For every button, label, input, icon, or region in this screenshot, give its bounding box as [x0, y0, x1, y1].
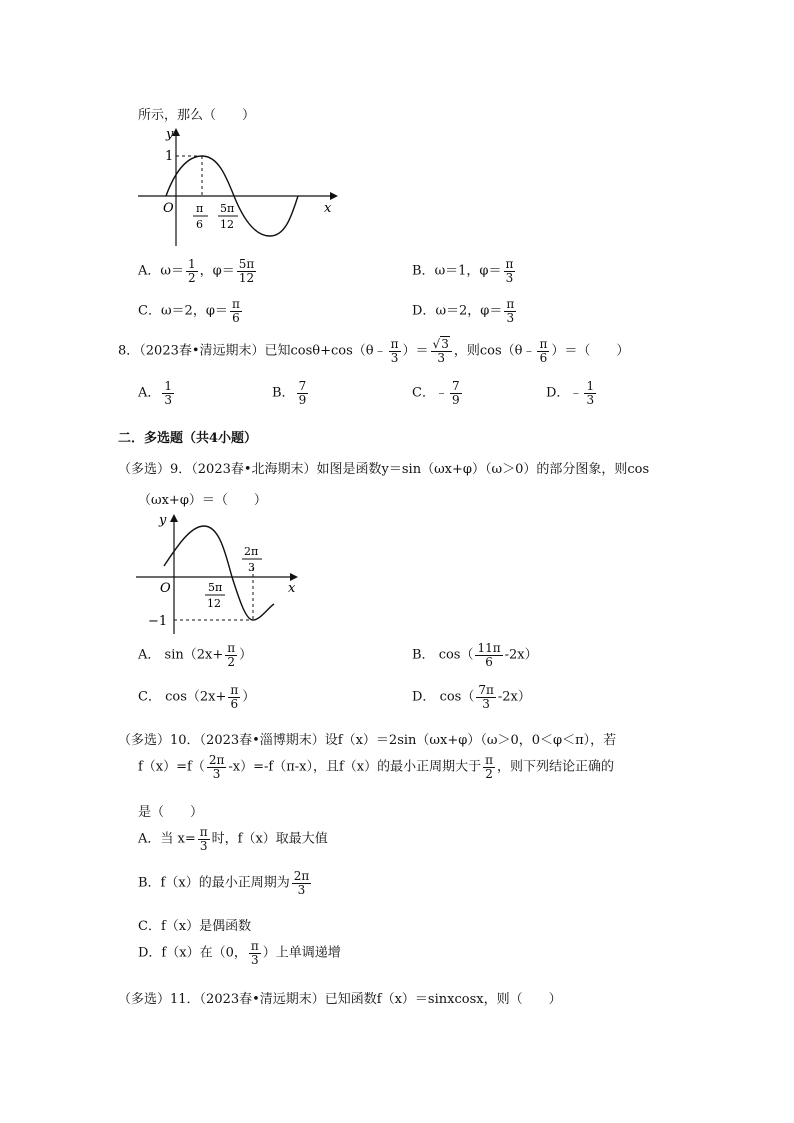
q7-tick2-den: 12	[220, 218, 234, 231]
q10-option-a[interactable]: A．当 x= $\frac{\pi}{3}$ 时，f（x）取最大值	[138, 825, 328, 853]
q9-option-c[interactable]: C． cos（2x+ $\frac{\pi}{6}$ ）	[138, 683, 256, 711]
q7-option-a[interactable]: A．ω＝ $\frac{1}{2}$ ，φ＝ $\frac{5\pi}{12}$	[138, 257, 255, 285]
q9-minus-one-label: −1	[148, 614, 168, 629]
q9-tick1-den-val: 12	[207, 597, 221, 610]
q8-option-a[interactable]: A． $\frac{1}{3}$	[138, 379, 173, 407]
q10-option-d[interactable]: D．f（x）在（0， $\frac{\pi}{3}$ ）上单调递增	[138, 939, 341, 967]
q9-y-label: y	[159, 513, 167, 528]
q10-stem-line3: 是（ ）	[138, 805, 204, 820]
q7-option-b[interactable]: B．ω＝1，φ＝ $\frac{\pi}{3}$	[412, 257, 514, 285]
q7-tick1-den: 6	[196, 218, 203, 231]
q7-tick1-num: π	[196, 202, 204, 215]
q7-intro: 所示，那么（ ）	[138, 108, 256, 123]
q9-stem-line2: （ωx+φ）＝（ ）	[138, 493, 267, 508]
q8-option-d[interactable]: D．﹣ $\frac{1}{3}$	[546, 379, 595, 407]
q9-stem-line1: （多选）9．（2023春•北海期末）如图是函数y＝sin（ωx+φ）（ω＞0）的部分图象，则cos	[118, 462, 650, 477]
q10-stem-line1: （多选）10．（2023春•淄博期末）设f（x）＝2sin（ωx+φ）（ω＞0，0＜φ＜π），若	[118, 733, 617, 748]
q7-tick2-num: 5π	[220, 202, 235, 215]
q7-one-label: 1	[165, 149, 174, 164]
q7-option-d[interactable]: D．ω＝2，φ＝ $\frac{\pi}{3}$	[412, 297, 515, 325]
q7-y-label: y	[166, 127, 174, 142]
q10-option-b[interactable]: B．f（x）的最小正周期为 $\frac{2\pi}{3}$	[138, 869, 310, 897]
q9-origin-label: O	[160, 581, 171, 596]
q7-origin-label: O	[163, 201, 174, 216]
q9-tick2-num: 2π	[244, 545, 259, 558]
q7-option-c[interactable]: C．ω＝2，φ＝ $\frac{\pi}{6}$	[138, 297, 240, 325]
q8-option-c[interactable]: C．﹣ $\frac{7}{9}$	[412, 379, 460, 407]
q10-option-c[interactable]: C．f（x）是偶函数	[138, 919, 252, 934]
q9-option-d[interactable]: D． cos（ $\frac{7\pi}{3}$ -2x）	[412, 683, 531, 711]
q11-stem: （多选）11．（2023春•清远期末）已知函数f（x）＝sinxcosx，则（ ）	[118, 992, 562, 1007]
section-heading: 二．多选题（共4小题）	[118, 431, 258, 446]
q7-x-label: x	[324, 201, 332, 216]
q9-x-label: x	[288, 581, 296, 596]
q9-option-a[interactable]: A． sin（2x+ $\frac{\pi}{2}$ ）	[138, 641, 253, 669]
q9-tick2-den: 3	[248, 561, 255, 574]
q9-graph	[128, 508, 308, 636]
q8-option-b[interactable]: B． $\frac{7}{9}$	[272, 379, 307, 407]
q7-graph	[130, 124, 340, 250]
q9-tick1-num: 5π	[208, 581, 223, 594]
q9-option-b[interactable]: B． cos（ $\frac{11\pi}{6}$ -2x）	[412, 641, 538, 669]
q10-stem-line2: f（x）=f（ $\frac{2\pi}{3}$ -x）=-f（π-x），且f（x）的最小正周期大于 $\frac{\pi}{2}$ ，则下列结论正确的	[138, 753, 615, 781]
q8-stem: 8．（2023春•清远期末）已知cosθ+cos（θ﹣ $\frac{\pi}{3}$ ）＝ $\frac{√3}{3}$ ，则cos（θ﹣ $\frac{\pi}{6}$ ）＝（ ）	[118, 337, 630, 365]
